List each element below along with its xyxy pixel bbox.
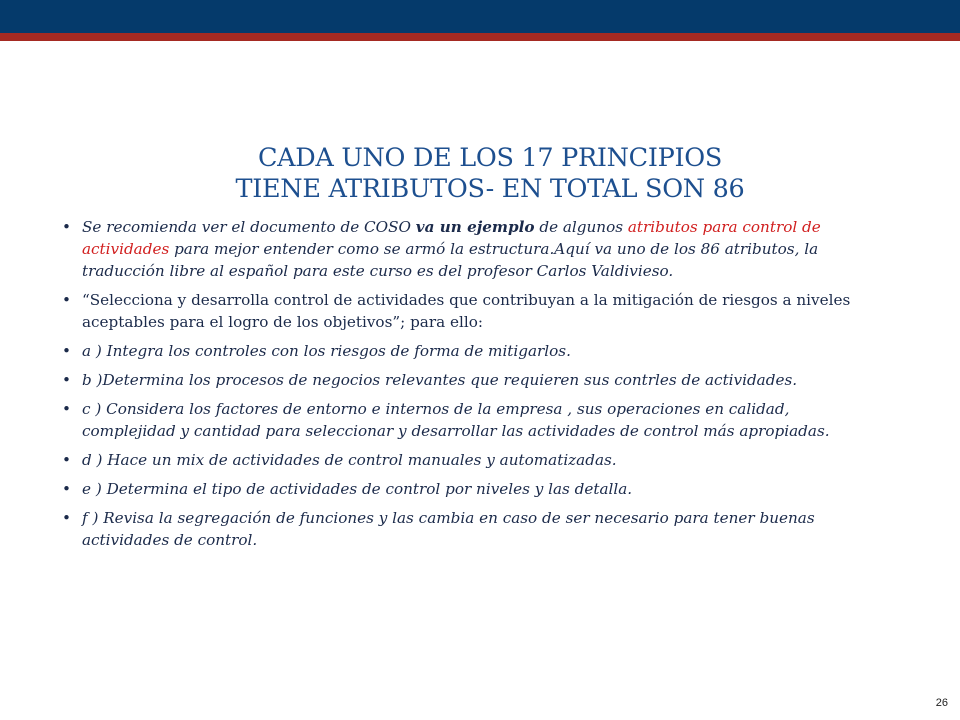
bullet-4-text: b )Determina los procesos de negocios relevantes que requieren sus contrles de actividades.: [82, 371, 798, 389]
bullet-8-text: f ) Revisa la segregación de funciones y las cambia en caso de ser necesario para tener buenas actividades de control.: [82, 509, 815, 549]
bullet-item-8: [60, 507, 880, 551]
bullet-1-bold-text: va un ejemplo: [415, 218, 535, 236]
header-bar: [0, 0, 960, 33]
bullet-1-highlight-text: atributos para control de actividades: [82, 218, 821, 258]
bullet-item-7: [60, 478, 880, 500]
bullet-list: [60, 216, 880, 558]
bullet-item-1: [60, 216, 880, 282]
bullet-item-4: [60, 369, 880, 391]
bullet-1-text: Se recomienda ver el documento de COSO: [82, 218, 416, 236]
bullet-5-text: c ) Considera los factores de entorno e internos de la empresa , sus operaciones en calidad, complejidad y cantidad para seleccionar y desarrollar las actividades de control más apropiadas.: [82, 400, 830, 440]
bullet-item-5: [60, 398, 880, 442]
slide-title: [120, 143, 860, 205]
bullet-2-text: “Selecciona y desarrolla control de actividades que contribuyan a la mitigación de riesgos a niveles aceptables para el logro de los objetivos”; para ello:: [82, 291, 851, 331]
page-number: 26: [935, 697, 948, 709]
bullet-item-6: [60, 449, 880, 471]
bullet-1-text-end: para mejor entender como se armó la estructura.Aquí va uno de los 86 atributos, la traducción libre al español para este curso es del profesor Carlos Valdivieso.: [82, 240, 819, 280]
bullet-3-text: a ) Integra los controles con los riesgos de forma de mitigarlos.: [82, 342, 571, 360]
bullet-1-text-cont: de algunos: [534, 218, 628, 236]
title-line-1: CADA UNO DE LOS 17 PRINCIPIOS: [257, 143, 723, 173]
bullet-7-text: e ) Determina el tipo de actividades de control por niveles y las detalla.: [82, 480, 633, 498]
header-stripe: [0, 33, 960, 41]
bullet-item-3: [60, 340, 880, 362]
bullet-item-2: [60, 289, 880, 333]
title-line-2: TIENE ATRIBUTOS- EN TOTAL SON 86: [235, 174, 745, 204]
bullet-6-text: d ) Hace un mix de actividades de control manuales y automatizadas.: [82, 451, 617, 469]
